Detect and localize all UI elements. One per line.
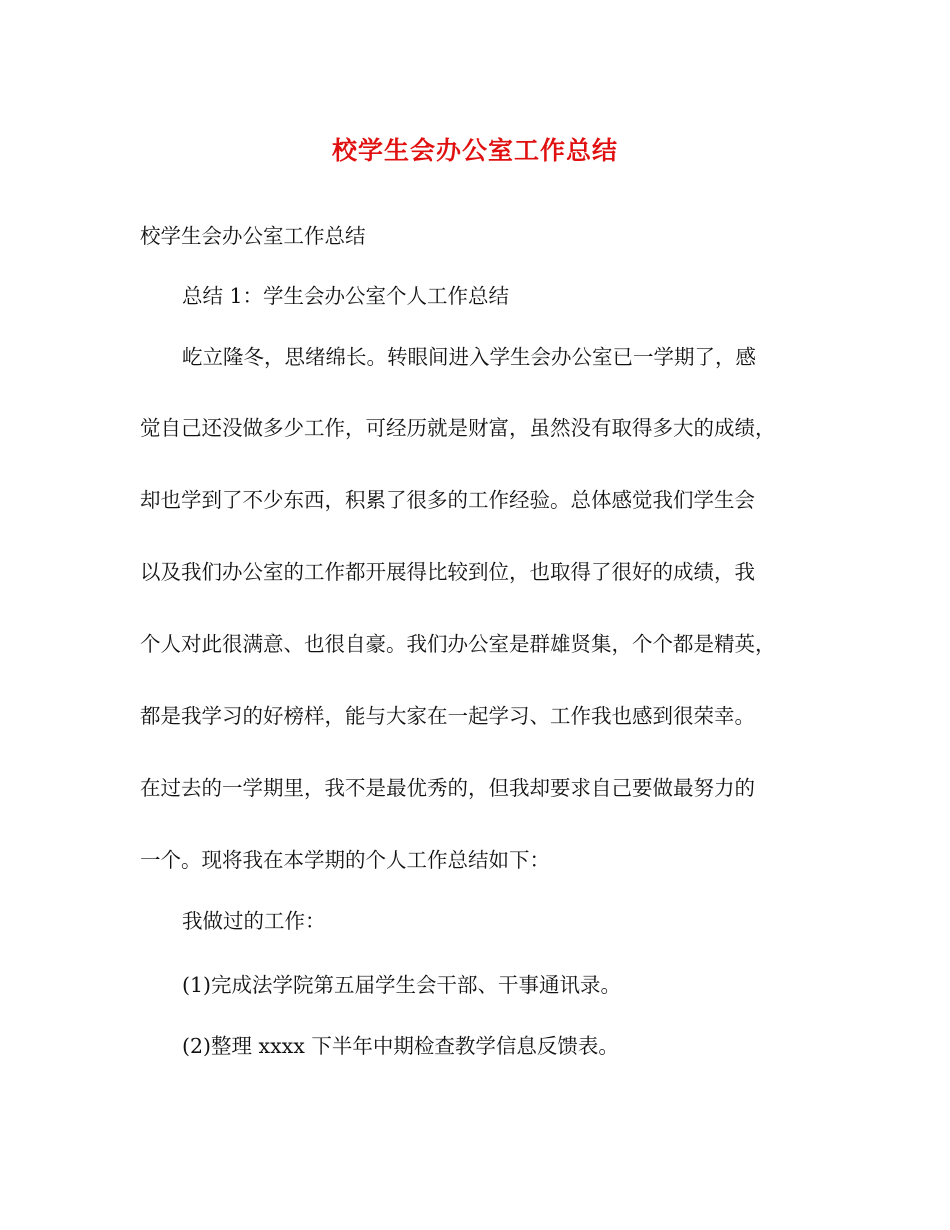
document-title: 校学生会办公室工作总结: [331, 136, 618, 165]
paragraph-line: 一个。现将我在本学期的个人工作总结如下：: [140, 848, 550, 872]
section-heading: 总结 1：学生会办公室个人工作总结: [182, 284, 510, 308]
paragraph-line: 都是我学习的好榜样，能与大家在一起学习、工作我也感到很荣幸。: [140, 704, 755, 728]
document-subtitle: 校学生会办公室工作总结: [140, 224, 366, 248]
work-heading: 我做过的工作：: [182, 909, 326, 933]
paragraph-line: 以及我们办公室的工作都开展得比较到位，也取得了很好的成绩，我: [140, 560, 755, 584]
paragraph-line: 在过去的一学期里，我不是最优秀的，但我却要求自己要做最努力的: [140, 776, 755, 800]
list-item: (2)整理 xxxx 下半年中期检查教学信息反馈表。: [182, 1034, 619, 1058]
paragraph-line: 个人对此很满意、也很自豪。我们办公室是群雄贤集，个个都是精英，: [140, 632, 776, 656]
paragraph-line: 却也学到了不少东西，积累了很多的工作经验。总体感觉我们学生会: [140, 488, 755, 512]
paragraph-line: 觉自己还没做多少工作，可经历就是财富，虽然没有取得多大的成绩，: [140, 416, 776, 440]
paragraph-line: 屹立隆冬，思绪绵长。转眼间进入学生会办公室已一学期了，感: [182, 345, 756, 369]
list-item: (1)完成法学院第五届学生会干部、干事通讯录。: [182, 973, 622, 997]
